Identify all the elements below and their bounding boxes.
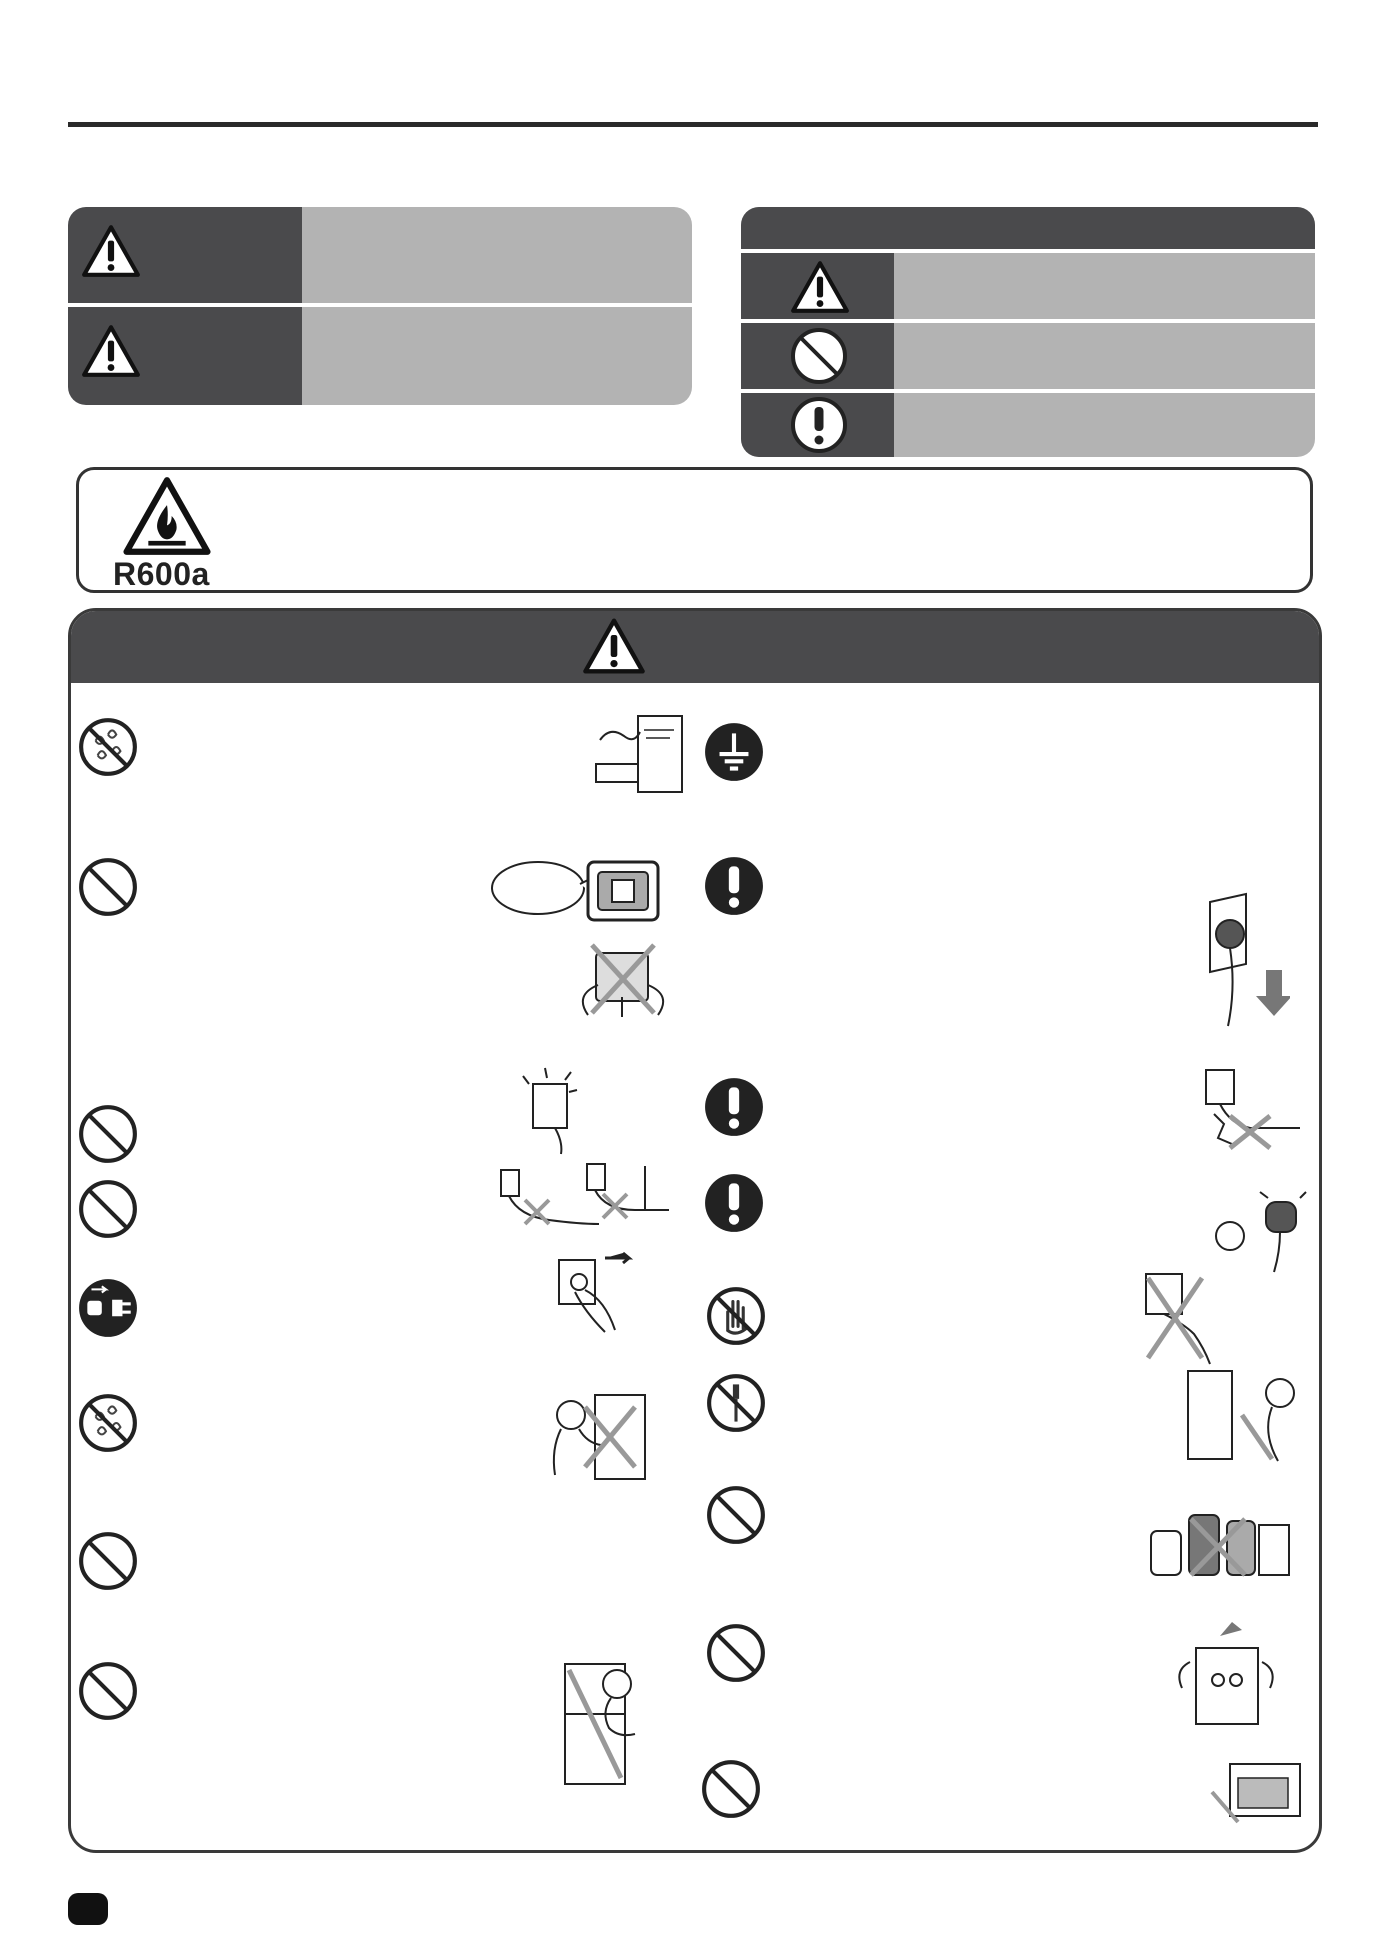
illustration-flammable-items — [1145, 1505, 1295, 1585]
illustration-pull-plug — [555, 1250, 645, 1340]
warning-panel — [68, 608, 1322, 1853]
illustration-wet-hands-plug — [1140, 1268, 1220, 1368]
signal-word-legend — [68, 207, 692, 405]
exclamation-circle-icon — [789, 395, 849, 455]
symbol-legend — [741, 207, 1315, 457]
prohibition-circle-icon — [700, 1758, 762, 1820]
page-number-badge — [68, 1893, 108, 1925]
warning-triangle-icon — [581, 616, 647, 676]
exclamation-circle-icon — [703, 855, 765, 917]
prohibition-circle-icon — [77, 1530, 139, 1592]
illustration-no-disassemble — [1180, 1365, 1310, 1465]
prohibition-circle-icon — [77, 1178, 139, 1240]
illustration-objects-on-top — [1170, 1618, 1280, 1728]
illustration-plug-damage — [1200, 1064, 1310, 1154]
prohibition-circle-icon — [77, 1103, 139, 1165]
exclamation-circle-icon — [703, 1172, 765, 1234]
prohibition-circle-icon — [705, 1484, 767, 1546]
no-water-splash-icon — [77, 716, 139, 778]
prohibition-circle-icon — [77, 1660, 139, 1722]
flammable-triangle-icon — [119, 474, 215, 558]
illustration-water-on-fridge — [590, 710, 690, 800]
illustration-cord-damage — [495, 1160, 675, 1228]
no-wet-hands-icon — [705, 1285, 767, 1347]
warning-triangle-icon — [789, 259, 851, 315]
legend-row-caution — [68, 307, 692, 405]
r600a-notice — [76, 467, 1313, 593]
symbol-legend-header — [741, 207, 1315, 249]
r600a-label: R600a — [113, 556, 210, 592]
illustration-dedicated-socket — [488, 856, 668, 926]
no-water-splash-icon — [77, 1392, 139, 1454]
warning-triangle-icon — [80, 223, 142, 279]
illustration-damaged-socket — [515, 1066, 585, 1156]
illustration-back-of-unit — [1208, 1752, 1308, 1832]
exclamation-circle-icon — [703, 1076, 765, 1138]
earth-ground-icon — [703, 721, 765, 783]
header-rule — [68, 122, 1318, 127]
warning-panel-header — [71, 611, 1319, 683]
warning-triangle-icon — [80, 323, 142, 379]
illustration-clean-plug — [1208, 1188, 1308, 1278]
illustration-child-climbing — [555, 1660, 655, 1788]
prohibition-circle-icon — [789, 326, 849, 386]
illustration-plug-fully — [1200, 890, 1290, 1030]
illustration-child-water-fridge — [545, 1385, 655, 1485]
unplug-power-icon — [77, 1277, 139, 1339]
illustration-multi-plug-adapter — [568, 935, 678, 1025]
no-disassembly-icon — [705, 1372, 767, 1434]
prohibition-circle-icon — [705, 1622, 767, 1684]
prohibition-circle-icon — [77, 856, 139, 918]
legend-row-warning — [68, 207, 692, 303]
